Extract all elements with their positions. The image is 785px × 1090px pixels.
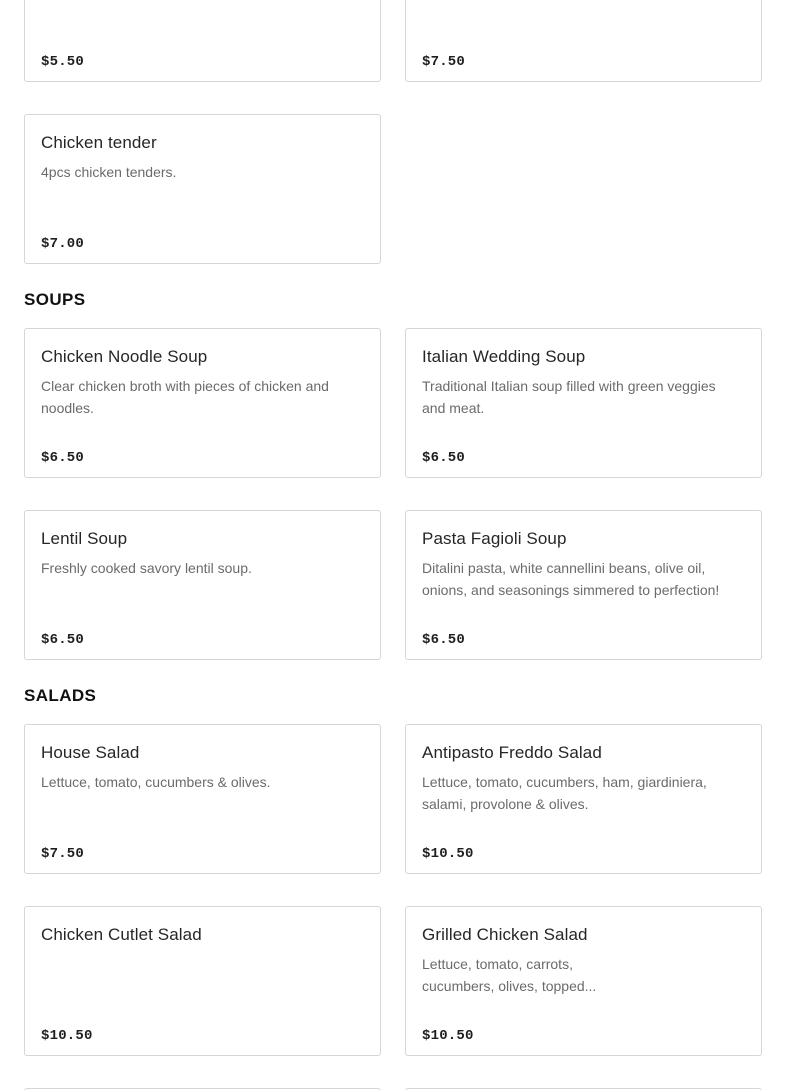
item-name: Antipasto Freddo Salad [422,743,602,762]
menu-item-card-house-salad[interactable] [24,724,381,874]
item-description: 4pcs chicken tenders. [41,164,177,180]
item-price: $6.50 [41,632,85,648]
item-description: Lettuce, tomato, carrots, cucumbers, olives, topped... [422,956,597,994]
menu-item-card-grilled-chicken-salad[interactable] [405,906,762,1056]
item-price: $5.50 [41,54,85,70]
item-description: Traditional Italian soup filled with green veggies and meat. [422,378,716,416]
item-price: $6.50 [41,450,85,466]
item-price: $7.50 [422,54,466,70]
item-price: $10.50 [422,1028,474,1044]
item-price: $7.00 [41,236,85,252]
item-price: $6.50 [422,450,466,466]
item-description: Lettuce, tomato, cucumbers, ham, giardiniera, salami, provolone & olives. [422,774,707,812]
menu-item-card-pasta-fagioli-soup[interactable] [405,510,762,660]
menu-item-card-chicken-tender[interactable] [24,114,381,264]
item-price: $10.50 [41,1028,93,1044]
menu-item-card-chicken-noodle-soup[interactable] [24,328,381,478]
item-name: Italian Wedding Soup [422,347,586,366]
section-title-soups: SOUPS [24,290,86,309]
item-price: $10.50 [422,846,474,862]
item-description: Freshly cooked savory lentil soup. [41,560,252,576]
item-price: $6.50 [422,632,466,648]
item-name: Chicken Noodle Soup [41,347,208,366]
menu-item-card[interactable] [24,0,381,82]
item-description: Lettuce, tomato, cucumbers & olives. [41,774,271,790]
item-description: Clear chicken broth with pieces of chicken and noodles. [41,378,329,416]
item-name: Chicken tender [41,133,157,152]
item-description: Ditalini pasta, white cannellini beans, olive oil, onions, and seasonings simmered to perfection! [422,560,720,598]
item-price: $7.50 [41,846,85,862]
item-name: Pasta Fagioli Soup [422,529,567,548]
menu-item-card-chicken-cutlet-salad[interactable] [24,906,381,1056]
menu-item-card[interactable] [405,0,762,82]
menu-item-card-antipasto-freddo-salad[interactable] [405,724,762,874]
item-name: Lentil Soup [41,529,128,548]
item-name: Chicken Cutlet Salad [41,925,202,944]
section-title-salads: SALADS [24,686,97,705]
item-name: House Salad [41,743,140,762]
menu-item-card-lentil-soup[interactable] [24,510,381,660]
menu-item-card-italian-wedding-soup[interactable] [405,328,762,478]
item-name: Grilled Chicken Salad [422,925,588,944]
